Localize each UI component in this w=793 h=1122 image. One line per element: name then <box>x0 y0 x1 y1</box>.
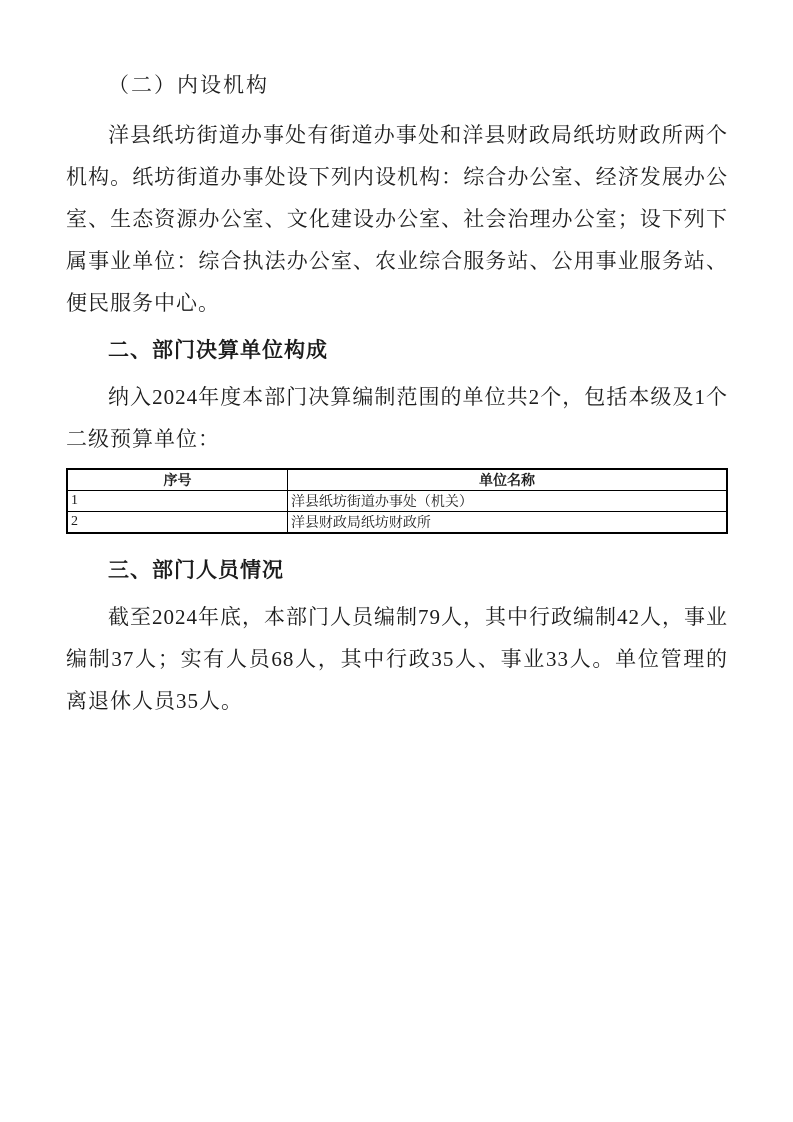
subsection-heading-internal-orgs: （二）内设机构 <box>108 73 269 97</box>
units-table-header-row <box>67 469 727 491</box>
paragraph-unit-scope: 纳入2024年度本部门决算编制范围的单位共2个，包括本级及1个二级预算单位： <box>66 385 728 451</box>
units-table <box>66 468 728 534</box>
section-2-heading: 二、部门决算单位构成 <box>108 339 328 362</box>
units-table-row2-seq: 2 <box>67 512 287 534</box>
paragraph-staff-numbers: 截至2024年底，本部门人员编制79人，其中行政编制42人，事业编制37人；实有人员68人，其中行政35人、事业33人。单位管理的离退休人员35人。 <box>66 605 728 713</box>
table-row <box>67 512 727 534</box>
units-table-row1-seq: 1 <box>67 491 287 512</box>
units-table-row1-unit-name: 洋县纸坊街道办事处（机关） <box>287 491 727 512</box>
units-table-header-unit-name: 单位名称 <box>287 469 727 491</box>
paragraph-internal-orgs: 洋县纸坊街道办事处有街道办事处和洋县财政局纸坊财政所两个机构。纸坊街道办事处设下列内设机构：综合办公室、经济发展办公室、生态资源办公室、文化建设办公室、社会治理办公室；设下列下属事业单位：综合执法办公室、农业综合服务站、公用事业服务站、便民服务中心。 <box>66 123 728 315</box>
units-table-row2-unit-name: 洋县财政局纸坊财政所 <box>287 512 727 534</box>
document-content <box>66 70 728 722</box>
section-3-heading: 三、部门人员情况 <box>108 559 284 582</box>
units-table-header-seq: 序号 <box>67 469 287 491</box>
table-row <box>67 491 727 512</box>
